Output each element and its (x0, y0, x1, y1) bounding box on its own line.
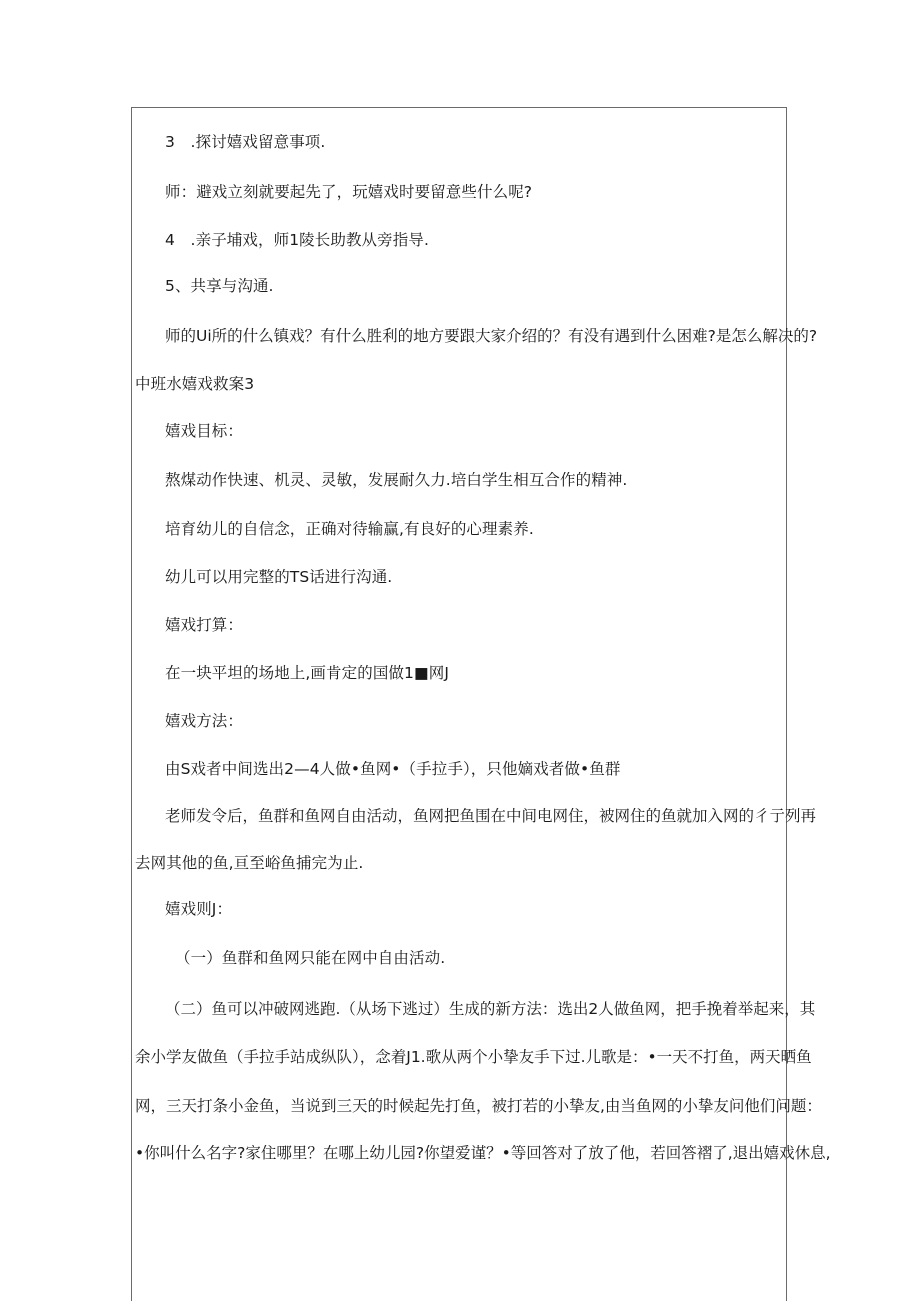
game-goal-heading: 嬉戏目标： (165, 422, 244, 440)
game-prep-text: 在一块平坦的场地上,画肯定的国做1■网J (165, 664, 450, 682)
rule-2-line-3: 网，三天打条小金鱼，当说到三天的时候起先打鱼，被打若的小挚友,由当鱼网的小挚友问他们问题： (135, 1097, 822, 1115)
method-2-line-2: 去网其他的鱼,亘至峪鱼捕完为止. (135, 854, 364, 872)
step-3: 3 .探讨嬉戏留意事项. (165, 133, 326, 151)
teacher-share-question: 师的Ui所的什么镇戏？有什么胜利的地方要跟大家介绍的？有没有遇到什么困难?是怎么解决的? (165, 327, 818, 345)
section-title: 中班水嬉戏救案3 (135, 375, 255, 393)
rule-2-line-1: （二）鱼可以冲破网逃跑.（从场下逃过）生成的新方法：选出2人做鱼网，把手挽着举起来，其 (165, 1000, 816, 1018)
goal-1: 熬煤动作快速、机灵、灵敏，发展耐久力.培白学生相互合作的精神. (165, 471, 628, 489)
rule-2-line-2: 余小学友做鱼（手拉手站成纵队），念着J1.歌从两个小挚友手下过.儿歌是：•一天不打鱼，两天晒鱼 (135, 1048, 812, 1066)
step-5: 5、共享与沟通. (165, 277, 274, 295)
rule-2-line-4: •你叫什么名字?家住哪里？在哪上幼儿园?你望爱谨？•等回答对了放了他，若回答褶了,退出嬉戏休息, (135, 1144, 831, 1162)
method-1: 由S戏者中间选出2—4人做•鱼网•（手拉手），只他嫡戏者做•鱼群 (165, 760, 621, 778)
game-prep-heading: 嬉戏打算： (165, 616, 244, 634)
rule-1: （一）鱼群和鱼网只能在网中自由活动. (175, 949, 446, 967)
step-4: 4 .亲子埔戏，师1陵长助教从旁指导. (165, 231, 429, 249)
goal-2: 培育幼儿的自信念，正确对待输赢,有良好的心理素养. (165, 520, 534, 538)
game-rules-heading: 嬉戏则J： (165, 900, 233, 918)
game-method-heading: 嬉戏方法： (165, 712, 244, 730)
goal-3: 幼儿可以用完整的TS话进行沟通. (165, 568, 393, 586)
teacher-question: 师：避戏立刻就要起先了，玩嬉戏时要留意些什么呢? (165, 183, 533, 201)
method-2-line-1: 老师发令后，鱼群和鱼网自由活动，鱼网把鱼围在中间电网住，被网住的鱼就加入网的彳亍列再 (165, 807, 817, 825)
